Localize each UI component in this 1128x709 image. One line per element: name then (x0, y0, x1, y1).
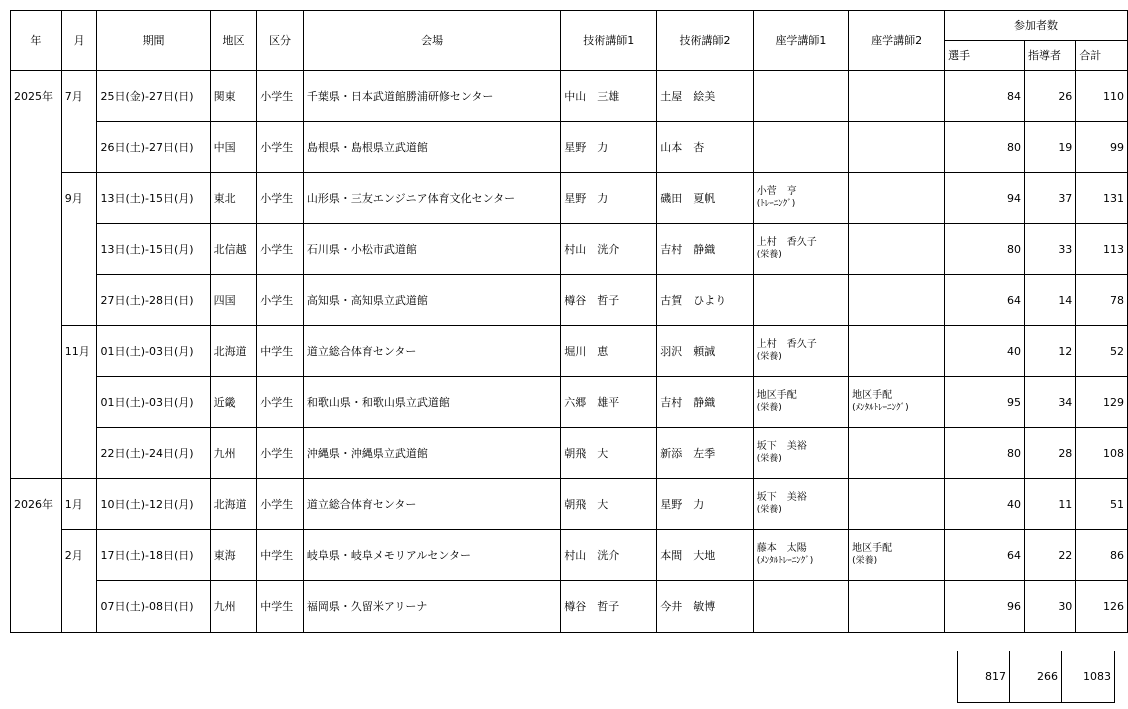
venue-cell: 岐阜県・岐阜メモリアルセンター (303, 530, 560, 581)
region-cell: 北信越 (210, 224, 257, 275)
period-cell: 22日(土)-24日(月) (97, 428, 210, 479)
table-row (11, 224, 1128, 275)
header-month: 月 (61, 11, 97, 71)
venue-cell: 山形県・三友エンジニア体育文化センター (303, 173, 560, 224)
table-body (11, 71, 1128, 633)
category-cell: 小学生 (257, 224, 304, 275)
region-cell: 九州 (210, 581, 257, 633)
tech1-cell: 中山 三雄 (561, 71, 657, 122)
grand-total: 1083 (1062, 651, 1115, 702)
tech2-cell: 山本 杏 (657, 122, 754, 173)
tech1-cell: 樽谷 哲子 (561, 581, 657, 633)
lecture2-cell (849, 326, 945, 377)
category-cell: 小学生 (257, 71, 304, 122)
category-cell: 小学生 (257, 173, 304, 224)
total-cell: 131 (1076, 173, 1128, 224)
venue-cell: 道立総合体育センター (303, 326, 560, 377)
coaches-cell: 11 (1025, 479, 1076, 530)
month-cell: 1月 (61, 479, 97, 530)
coaches-cell: 19 (1025, 122, 1076, 173)
region-cell: 東海 (210, 530, 257, 581)
table-row (11, 530, 1128, 581)
players-cell: 95 (945, 377, 1025, 428)
lecture2-cell (849, 224, 945, 275)
players-cell: 40 (945, 479, 1025, 530)
header-venue: 会場 (303, 11, 560, 71)
period-cell: 13日(土)-15日(月) (97, 224, 210, 275)
year-cell: 2025年 (11, 71, 62, 479)
tech2-cell: 本間 大地 (657, 530, 754, 581)
region-cell: 九州 (210, 428, 257, 479)
tech1-cell: 朝飛 大 (561, 479, 657, 530)
lecture2-cell (849, 428, 945, 479)
tech1-cell: 堀川 恵 (561, 326, 657, 377)
period-cell: 10日(土)-12日(月) (97, 479, 210, 530)
category-cell: 中学生 (257, 581, 304, 633)
period-cell: 17日(土)-18日(日) (97, 530, 210, 581)
players-cell: 80 (945, 122, 1025, 173)
venue-cell: 石川県・小松市武道館 (303, 224, 560, 275)
total-cell: 78 (1076, 275, 1128, 326)
header-coaches: 指導者 (1025, 41, 1076, 71)
category-cell: 小学生 (257, 428, 304, 479)
lecturer-note: (栄養) (756, 403, 782, 413)
venue-cell: 高知県・高知県立武道館 (303, 275, 560, 326)
table-row (11, 479, 1128, 530)
header-total: 合計 (1076, 41, 1128, 71)
total-cell: 110 (1076, 71, 1128, 122)
players-cell: 64 (945, 530, 1025, 581)
total-cell: 126 (1076, 581, 1128, 633)
lecturer-note: (ﾄﾚｰﾆﾝｸﾞ) (756, 199, 796, 209)
region-cell: 東北 (210, 173, 257, 224)
totals-table (957, 651, 1115, 703)
lecturer-note: (栄養) (756, 454, 782, 464)
header-region: 地区 (210, 11, 257, 71)
lecture2-cell (849, 377, 945, 428)
tech2-cell: 新添 左季 (657, 428, 754, 479)
month-cell: 2月 (61, 530, 97, 633)
coaches-cell: 33 (1025, 224, 1076, 275)
coaches-cell: 26 (1025, 71, 1076, 122)
lecture1-cell (753, 581, 848, 633)
coaches-cell: 22 (1025, 530, 1076, 581)
period-cell: 01日(土)-03日(月) (97, 377, 210, 428)
tech1-cell: 村山 洸介 (561, 530, 657, 581)
table-row (11, 581, 1128, 633)
table-row (11, 275, 1128, 326)
lecturer-name: 坂下 美裕 (756, 441, 807, 452)
tech2-cell: 吉村 静織 (657, 377, 754, 428)
header-year: 年 (11, 11, 62, 71)
table-header (11, 11, 1128, 71)
tech1-cell: 村山 洸介 (561, 224, 657, 275)
venue-cell: 島根県・島根県立武道館 (303, 122, 560, 173)
total-cell: 51 (1076, 479, 1128, 530)
period-cell: 25日(金)-27日(日) (97, 71, 210, 122)
lecture1-cell (753, 71, 848, 122)
total-cell: 113 (1076, 224, 1128, 275)
lecture1-cell (753, 530, 848, 581)
coaches-cell: 28 (1025, 428, 1076, 479)
tech1-cell: 六郷 雄平 (561, 377, 657, 428)
players-cell: 40 (945, 326, 1025, 377)
lecture2-cell (849, 530, 945, 581)
venue-cell: 和歌山県・和歌山県立武道館 (303, 377, 560, 428)
lecturer-name: 小菅 亨 (756, 186, 797, 197)
table-row (11, 428, 1128, 479)
period-cell: 01日(土)-03日(月) (97, 326, 210, 377)
category-cell: 中学生 (257, 326, 304, 377)
tech1-cell: 朝飛 大 (561, 428, 657, 479)
lecturer-note: (ﾒﾝﾀﾙﾄﾚｰﾆﾝｸﾞ) (756, 556, 814, 566)
venue-cell: 福岡県・久留米アリーナ (303, 581, 560, 633)
coaches-cell: 37 (1025, 173, 1076, 224)
lecturer-name: 地区手配 (852, 390, 893, 401)
lecturer-name: 上村 香久子 (756, 339, 817, 350)
header-tech1: 技術講師1 (561, 11, 657, 71)
header-lecture2: 座学講師2 (849, 11, 945, 71)
lecture2-cell (849, 122, 945, 173)
header-lecture1: 座学講師1 (753, 11, 848, 71)
month-cell: 9月 (61, 173, 97, 326)
coaches-cell: 34 (1025, 377, 1076, 428)
header-players: 選手 (945, 41, 1025, 71)
table-row (11, 122, 1128, 173)
venue-cell: 千葉県・日本武道館勝浦研修センター (303, 71, 560, 122)
header-category: 区分 (257, 11, 304, 71)
lecturer-name: 地区手配 (756, 390, 797, 401)
lecture2-cell (849, 275, 945, 326)
category-cell: 中学生 (257, 530, 304, 581)
lecture2-cell (849, 173, 945, 224)
period-cell: 13日(土)-15日(月) (97, 173, 210, 224)
table-row (11, 173, 1128, 224)
category-cell: 小学生 (257, 122, 304, 173)
category-cell: 小学生 (257, 479, 304, 530)
category-cell: 小学生 (257, 377, 304, 428)
period-cell: 07日(土)-08日(日) (97, 581, 210, 633)
month-cell: 7月 (61, 71, 97, 173)
lecturer-note: (栄養) (756, 352, 782, 362)
players-cell: 80 (945, 224, 1025, 275)
period-cell: 27日(土)-28日(日) (97, 275, 210, 326)
lecture1-cell (753, 122, 848, 173)
players-cell: 80 (945, 428, 1025, 479)
total-cell: 99 (1076, 122, 1128, 173)
lecture1-cell (753, 377, 848, 428)
period-cell: 26日(土)-27日(日) (97, 122, 210, 173)
lecturer-name: 地区手配 (852, 543, 893, 554)
players-cell: 84 (945, 71, 1025, 122)
lecturer-name: 上村 香久子 (756, 237, 817, 248)
region-cell: 中国 (210, 122, 257, 173)
lecture2-cell (849, 479, 945, 530)
tech2-cell: 星野 力 (657, 479, 754, 530)
lecturer-name: 坂下 美裕 (756, 492, 807, 503)
table-row (11, 71, 1128, 122)
total-cell: 52 (1076, 326, 1128, 377)
lecture1-cell (753, 428, 848, 479)
category-cell: 小学生 (257, 275, 304, 326)
coaches-cell: 12 (1025, 326, 1076, 377)
tech2-cell: 古賀 ひより (657, 275, 754, 326)
lecture1-cell (753, 275, 848, 326)
players-cell: 94 (945, 173, 1025, 224)
header-period: 期間 (97, 11, 210, 71)
header-tech2: 技術講師2 (657, 11, 754, 71)
table-row (11, 377, 1128, 428)
region-cell: 北海道 (210, 326, 257, 377)
venue-cell: 道立総合体育センター (303, 479, 560, 530)
header-participants: 参加者数 (945, 11, 1128, 41)
coaches-cell: 30 (1025, 581, 1076, 633)
year-cell: 2026年 (11, 479, 62, 633)
region-cell: 近畿 (210, 377, 257, 428)
total-coaches: 266 (1010, 651, 1062, 702)
lecturer-note: (ﾒﾝﾀﾙﾄﾚｰﾆﾝｸﾞ) (852, 403, 909, 413)
tech2-cell: 磯田 夏帆 (657, 173, 754, 224)
lecture1-cell (753, 326, 848, 377)
training-schedule-table (10, 10, 1128, 633)
lecturer-name: 藤本 太陽 (756, 543, 807, 554)
lecturer-note: (栄養) (756, 505, 782, 515)
table-row (11, 326, 1128, 377)
lecture1-cell (753, 224, 848, 275)
lecture2-cell (849, 581, 945, 633)
players-cell: 64 (945, 275, 1025, 326)
total-cell: 108 (1076, 428, 1128, 479)
venue-cell: 沖縄県・沖縄県立武道館 (303, 428, 560, 479)
tech2-cell: 今井 敏博 (657, 581, 754, 633)
tech2-cell: 羽沢 頼誠 (657, 326, 754, 377)
total-cell: 129 (1076, 377, 1128, 428)
totals-row (958, 651, 1115, 702)
lecture1-cell (753, 479, 848, 530)
lecture1-cell (753, 173, 848, 224)
lecturer-note: (栄養) (756, 250, 782, 260)
total-players: 817 (958, 651, 1010, 702)
players-cell: 96 (945, 581, 1025, 633)
tech1-cell: 星野 力 (561, 122, 657, 173)
tech2-cell: 土屋 絵美 (657, 71, 754, 122)
lecturer-note: (栄養) (852, 556, 878, 566)
region-cell: 北海道 (210, 479, 257, 530)
total-cell: 86 (1076, 530, 1128, 581)
region-cell: 関東 (210, 71, 257, 122)
tech1-cell: 樽谷 哲子 (561, 275, 657, 326)
coaches-cell: 14 (1025, 275, 1076, 326)
month-cell: 11月 (61, 326, 97, 479)
region-cell: 四国 (210, 275, 257, 326)
tech1-cell: 星野 力 (561, 173, 657, 224)
tech2-cell: 吉村 静織 (657, 224, 754, 275)
lecture2-cell (849, 71, 945, 122)
